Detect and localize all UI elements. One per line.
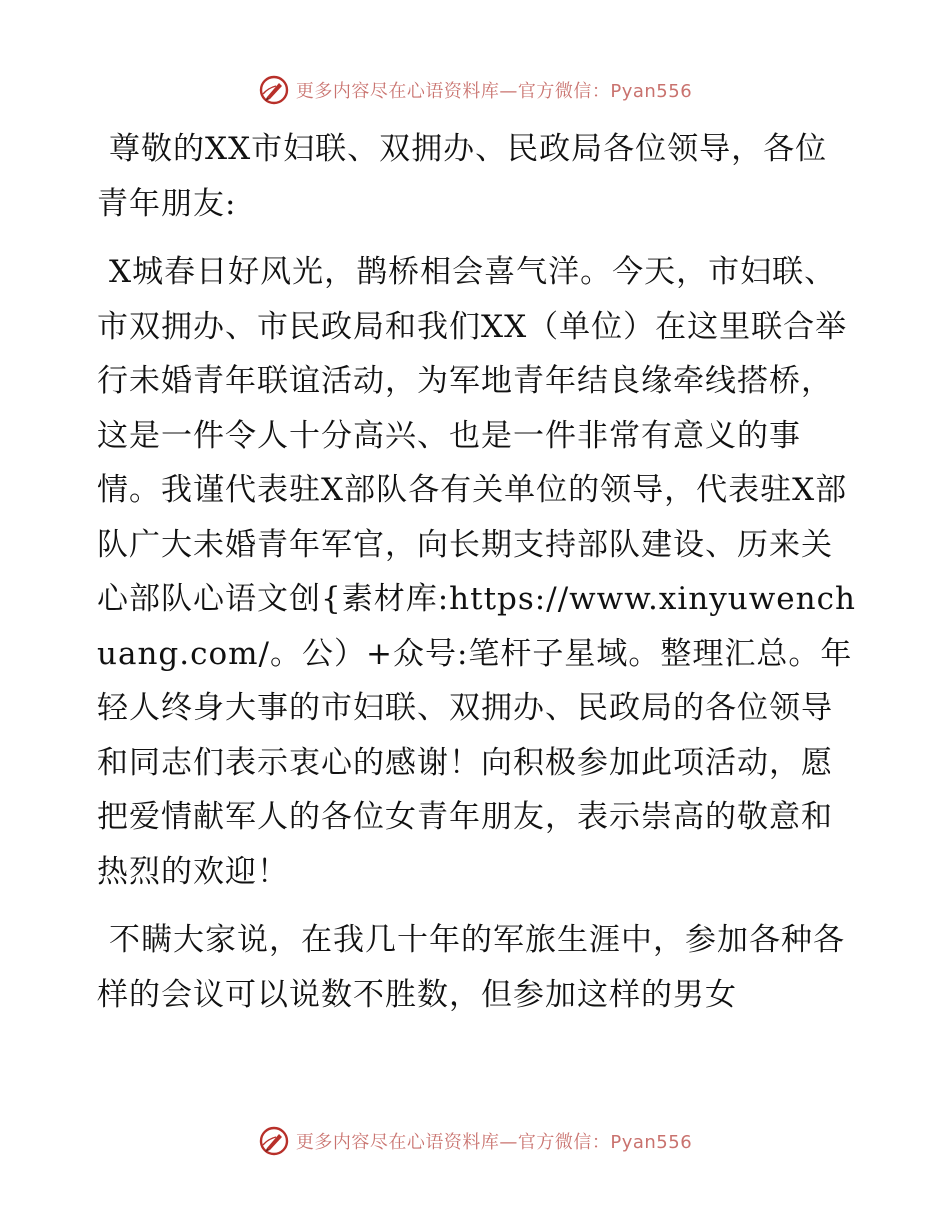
- pen-logo-icon: [258, 74, 290, 106]
- header-banner-text: 更多内容尽在心语资料库—官方微信：Pyan556: [295, 81, 693, 102]
- footer-banner-text: 更多内容尽在心语资料库—官方微信：Pyan556: [295, 1132, 693, 1153]
- paragraph-continued: 不瞒大家说，在我几十年的军旅生涯中，参加各种各样的会议可以说数不胜数，但参加这样的男女: [97, 922, 845, 1013]
- paragraph-salutation: 尊敬的XX市妇联、双拥办、民政局各位领导，各位青年朋友:: [97, 131, 828, 222]
- header-banner: [0, 70, 950, 110]
- document-body: [97, 122, 857, 1036]
- pen-logo-icon: [258, 1125, 290, 1157]
- footer-banner: [0, 1121, 950, 1161]
- paragraph-main: X城春日好风光，鹊桥相会喜气洋。今天，市妇联、市双拥办、市民政局和我们XX（单位）在这里联合举行未婚青年联谊活动，为军地青年结良缘牵线搭桥，这是一件令人十分高兴、也是一件非常有意义的事情。我谨代表驻X部队各有关单位的领导，代表驻X部队广大未婚青年军官，向长期支持部队建设、历来关心部队心语文创{素材库:https://www.xinyuwenchuang.com/。公）+众号:笔杆子星域。整理汇总。年轻人终身大事的市妇联、双拥办、民政局的各位领导和同志们表示衷心的感谢！向积极参加此项活动，愿把爱情献军人的各位女青年朋友，表示崇高的敬意和热烈的欢迎！: [97, 254, 856, 890]
